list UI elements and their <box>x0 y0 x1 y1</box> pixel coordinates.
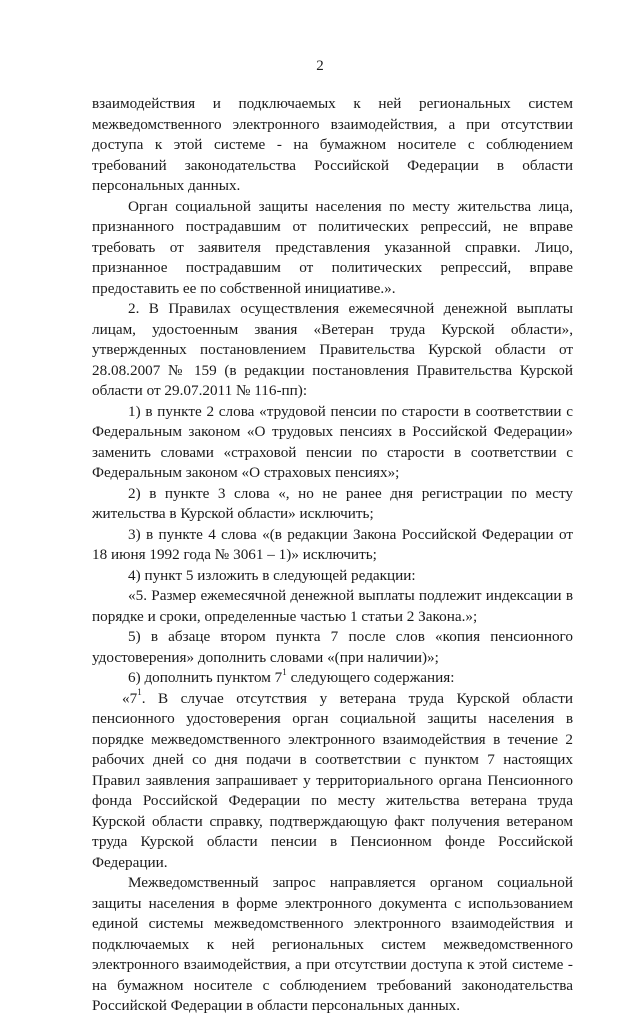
paragraph-quote-5: «5. Размер ежемесячной денежной выплаты подлежит индексации в порядке и сроки, определенные частью 1 статьи 2 Закона.»; <box>92 587 573 625</box>
page-number: 2 <box>316 58 324 74</box>
paragraph-quote-7-1 <box>92 689 573 874</box>
superscript-mark: 1 <box>137 687 142 698</box>
paragraph-interagency-request: Межведомственный запрос направляется органом социальной защиты населения в форме электронного документа с использованием единой системы межведомственного электронного взаимодействия и подключаемых к ней региональных систем межведомственного электронного взаимодействия, а при отсутствии доступа к этой системе - на бумажном носителе с соблюдением требований законодательства Российской Федерации в области персональных данных. <box>92 874 573 1014</box>
paragraph-intro: взаимодействия и подключаемых к ней региональных систем межведомственного электронного взаимодействия, а при отсутствии доступа к этой системе - на бумажном носителе с соблюдением требований законодательства Российской Федерации в области персональных данных. <box>92 95 573 194</box>
paragraph-subitem-3: 3) в пункте 4 слова «(в редакции Закона Российской Федерации от 18 июня 1992 года № 3061 – 1)» исключить; <box>92 525 573 563</box>
paragraph-item-2: 2. В Правилах осуществления ежемесячной денежной выплаты лицам, удостоенным звания «Ветеран труда Курской области», утвержденных постановлением Правительства Курской области от 28.08.2007 № 159 (в редакции постановления Правительства Курской области от 29.07.2011 № 116-пп): <box>92 300 573 399</box>
paragraph-subitem-1: 1) в пункте 2 слова «трудовой пенсии по старости в соответствии с Федеральным законом «О трудовых пенсиях в Российской Федерации» заменить словами «страховой пенсии по старости в соответствии с Федеральным законом «О страховых пенсиях»; <box>92 402 573 481</box>
paragraph-subitem-4: 4) пункт 5 изложить в следующей редакции: <box>128 566 416 584</box>
document-body <box>92 94 573 1017</box>
paragraph-subitem-6-post: следующего содержания: <box>286 669 455 686</box>
paragraph-quote-7-1-post: . В случае отсутствия у ветерана труда Курской области пенсионного удостоверения орган социальной защиты населения в порядке межведомственного электронного взаимодействия в течение 2 рабочих дней со дня подачи в соответствии с пунктом 7 настоящих Правил заявления запрашивает у территориального органа Пенсионного фонда Российской Федерации по месту жительства ветерана труда Курской области справку, подтверждающую факт получения ветераном труда Курской области пенсии в Пенсионном фонде Российской Федерации. <box>92 689 573 871</box>
paragraph-quote-7-1-text: «7 <box>122 689 138 707</box>
paragraph-subitem-6-text: 6) дополнить пунктом 7 <box>128 669 283 686</box>
paragraph-organ: Орган социальной защиты населения по месту жительства лица, признанного пострадавшим от политических репрессий, не вправе требовать от заявителя представления указанной справки. Лицо, признанное пострадавшим от политических репрессий, вправе предоставить ее по собственной инициативе.». <box>92 197 573 297</box>
paragraph-subitem-6 <box>92 668 573 689</box>
paragraph-subitem-2: 2) в пункте 3 слова «, но не ранее дня регистрации по месту жительства в Курской области» исключить; <box>92 484 573 522</box>
paragraph-subitem-5: 5) в абзаце втором пункта 7 после слов «копия пенсионного удостоверения» дополнить словами «(при наличии)»; <box>92 628 573 666</box>
superscript-mark: 1 <box>282 666 287 677</box>
